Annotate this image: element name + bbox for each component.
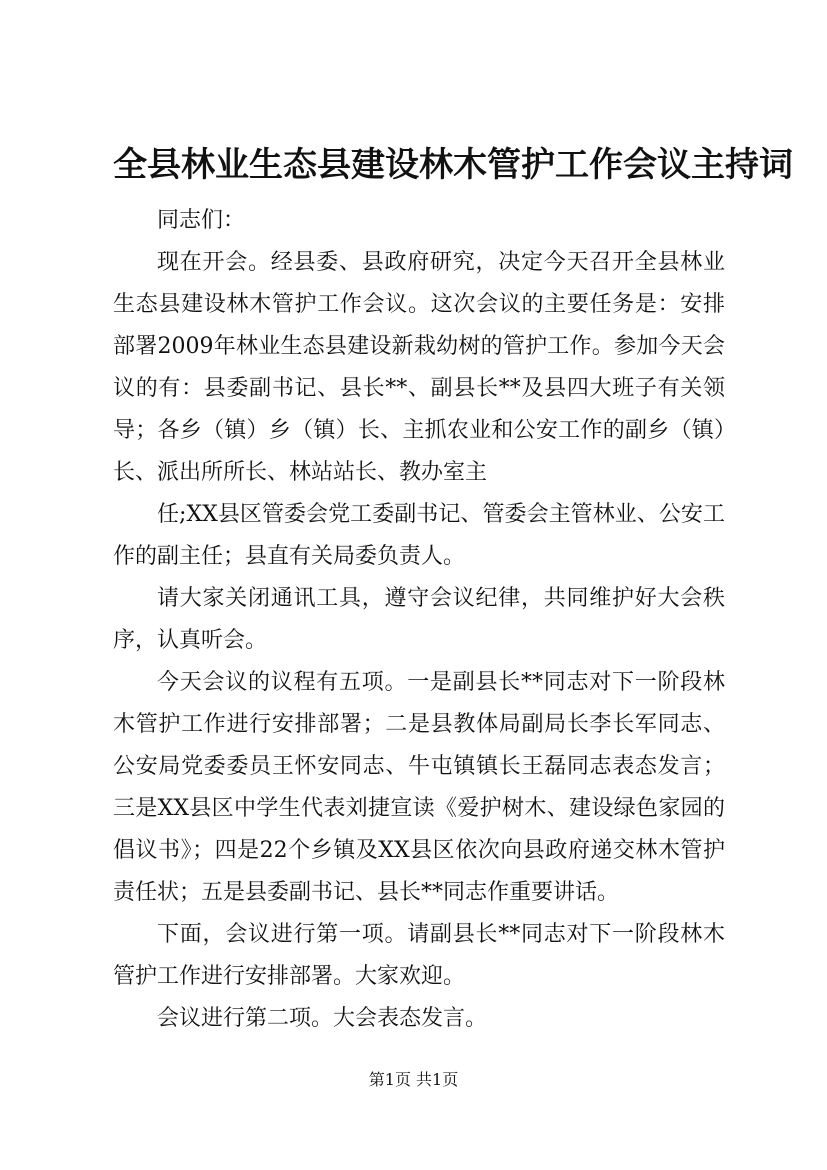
document-title: 全县林业生态县建设林木管护工作会议主持词 [113, 145, 793, 185]
body-paragraph: 今天会议的议程有五项。一是副县长**同志对下一阶段林木管护工作进行安排部署；二是县教体局副局长李长军同志、公安局党委委员王怀安同志、牛屯镇镇长王磊同志表态发言；三是XX县区中学生代表刘捷宣读《爱护树木、建设绿色家园的倡议书》；四是22个乡镇及XX县区依次向县政府递交林木管护责任状；五是县委副书记、县长**同志作重要讲话。 [113, 670, 725, 905]
salutation-paragraph: 同志们： [157, 208, 246, 233]
body-paragraph: 现在开会。经县委、县政府研究，决定今天召开全县林业生态县建设林木管护工作会议。这次会议的主要任务是：安排部署2009年林业生态县建设新栽幼树的管护工作。参加今天会议的有：县委副书记、县长**、副县长**及县四大班子有关领导；各乡（镇）乡（镇）长、主抓农业和公安工作的副乡（镇）长、派出所所长、林站站长、教办室主 [113, 250, 725, 485]
body-paragraph: 任;XX县区管委会党工委副书记、管委会主管林业、公安工作的副主任；县直有关局委负责人。 [113, 502, 725, 569]
body-paragraph: 请大家关闭通讯工具，遵守会议纪律，共同维护好大会秩序，认真听会。 [113, 586, 725, 653]
body-paragraph: 会议进行第二项。大会表态发言。 [157, 1006, 488, 1031]
body-paragraph: 下面，会议进行第一项。请副县长**同志对下一阶段林木管护工作进行安排部署。大家欢迎。 [113, 922, 725, 989]
document-body [113, 200, 725, 1040]
page-number-footer: 第1页 共1页 [368, 1070, 459, 1089]
